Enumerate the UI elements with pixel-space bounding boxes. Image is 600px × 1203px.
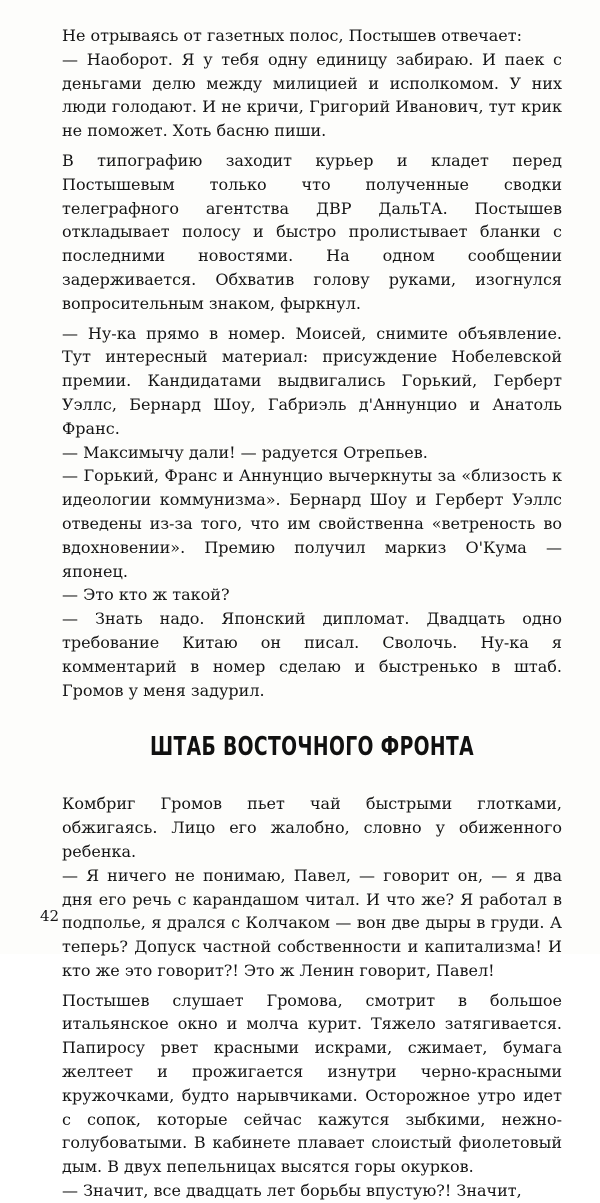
page-number: 42 [40,907,60,925]
page-text [62,24,562,1203]
paragraph: — Это кто ж такой? [62,585,230,605]
paragraph: Не отрываясь от газетных полос, Постышев отвечает: [62,26,522,45]
paragraph: — Максимычу дали! — радуется Отрепьев. [62,442,428,462]
paragraph: — Значит, все двадцать лет борьбы впустую?! Значит, [62,1181,522,1201]
paragraph: — Горький, Франс и Аннунцио вычеркнуты за «близость к идеологии коммунизма». Бернард Шоу и Герберт Уэллс отведены из-за того, что им свойственна «ветреность во вдохновении». Премию получил маркиз О'Кума — японец. [62,466,562,581]
paragraph: — Я ничего не понимаю, Павел, — говорит он, — я два дня его речь с карандашом читал. И что же? Я работал в подполье, я дрался с Колчаком — вон две дыры в груди. А теперь? Допуск частной собственности и капитализма! И кто же это говорит?! Это ж Ленин говорит, Павел! [62,865,562,980]
paragraph: — Ну-ка прямо в номер. Моисей, снимите объявление. Тут интересный материал: присуждение Нобелевской премии. Кандидатами выдвигались Горький, Герберт Уэллс, Бернард Шоу, Габриэль д'Аннунцио и Анатоль Франс. [62,323,562,438]
section-title: ШТАБ ВОСТОЧНОГО ФРОНТА [150,732,474,763]
paragraph: Постышев слушает Громова, смотрит в большое итальянское окно и молча курит. Тяжело затягивается. Папиросу рвет красными искрами, сжимает, бумага желтеет и прожигается изнутри черно-красными кружочками, будто нарывчиками. Осторожное утро идет с сопок, которые сейчас кажутся зыбкими, нежно-голубоватыми. В кабинете плавает слоистый фиолетовый дым. В двух пепельницах высятся горы окурков. [62,990,562,1177]
paragraph: В типографию заходит курьер и кладет перед Постышевым только что полученные сводки телеграфного агентства ДВР ДальТА. Постышев откладывает полосу и быстро пролистывает бланки с последними новостями. На одном сообщении задерживается. Обхватив голову руками, изогнулся вопросительным знаком, фыркнул. [62,150,562,313]
paragraph: — Наоборот. Я у тебя одну единицу забираю. И паек с деньгами делю между милицией и исполкомом. У них люди голодают. И не кричи, Григорий Иванович, тут крик не поможет. Хоть басню пиши. [62,49,562,141]
paragraph: — Знать надо. Японский дипломат. Двадцать одно требование Китаю он писал. Сволочь. Ну-ка я комментарий в номер сделаю и быстренько в штаб. Громов у меня задурил. [62,609,562,700]
paragraph: Комбриг Громов пьет чай быстрыми глотками, обжигаясь. Лицо его жалобно, словно у обиженного ребенка. [62,794,562,861]
